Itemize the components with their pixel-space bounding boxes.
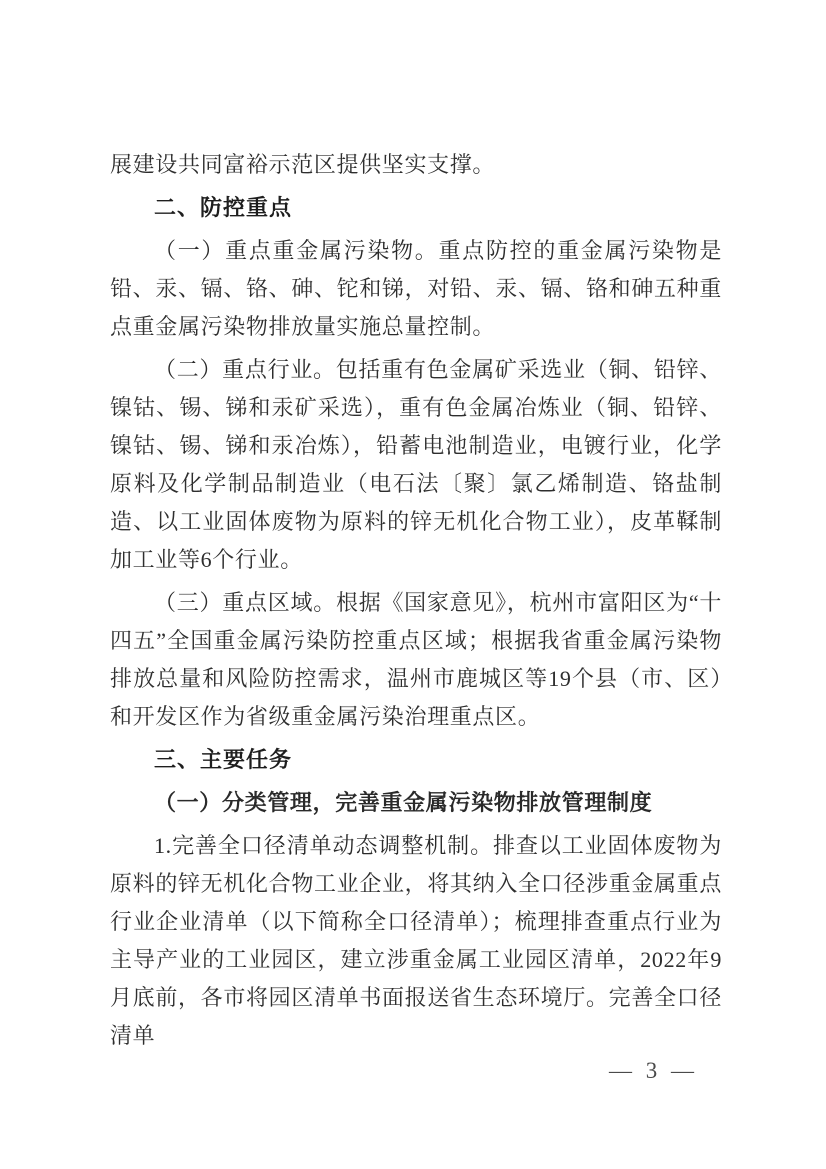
paragraph-text: 重点防控的重金属污染物是铅、汞、镉、铬、砷、铊和锑，对铅、汞、镉、铬和砷五种重点重金属污染物排放量实施总量控制。 — [110, 238, 722, 339]
paragraph-lead: （一）重点重金属污染物。 — [154, 238, 439, 263]
paragraph-lead: （二）重点行业。 — [154, 357, 336, 382]
paragraph-lead: （三）重点区域。 — [154, 590, 336, 615]
paragraph-key-regions — [110, 584, 722, 736]
paragraph-key-pollutants — [110, 232, 722, 346]
document-content — [110, 146, 722, 1060]
paragraph-continued-from-previous-page: 展建设共同富裕示范区提供坚实支撑。 — [110, 152, 496, 177]
section-heading-prevention-focus: 二、防控重点 — [154, 195, 293, 220]
paragraph-lead: 1.完善全口径清单动态调整机制。 — [154, 833, 494, 858]
paragraph-key-industries — [110, 351, 722, 579]
paragraph-full-caliber-list — [110, 827, 722, 1055]
paragraph-text: 包括重有色金属矿采选业（铜、铅锌、镍钴、锡、锑和汞矿采选），重有色金属冶炼业（铜、铅锌、镍钴、锡、锑和汞冶炼），铅蓄电池制造业，电镀行业，化学原料及化学制品制造业（电石法〔聚〕氯乙烯制造、铬盐制造、以工业固体废物为原料的锌无机化合物工业），皮革鞣制加工业等6个行业。 — [110, 357, 722, 572]
page-number: — 3 — — [609, 1058, 698, 1083]
section-heading-main-tasks: 三、主要任务 — [154, 747, 293, 772]
paragraph-text: 根据《国家意见》，杭州市富阳区为“十四五”全国重金属污染防控重点区域；根据我省重金属污染物排放总量和风险防控需求，温州市鹿城区等19个县（市、区）和开发区作为省级重金属污染治理重点区。 — [110, 590, 723, 729]
subsection-heading-classified-management: （一）分类管理，完善重金属污染物排放管理制度 — [154, 790, 653, 815]
paragraph-text: 排查以工业固体废物为原料的锌无机化合物工业企业，将其纳入全口径涉重金属重点行业企业清单（以下简称全口径清单）；梳理排查重点行业为主导产业的工业园区，建立涉重金属工业园区清单，2022年9月底前，各市将园区清单书面报送省生态环境厅。完善全口径清单 — [110, 833, 722, 1048]
